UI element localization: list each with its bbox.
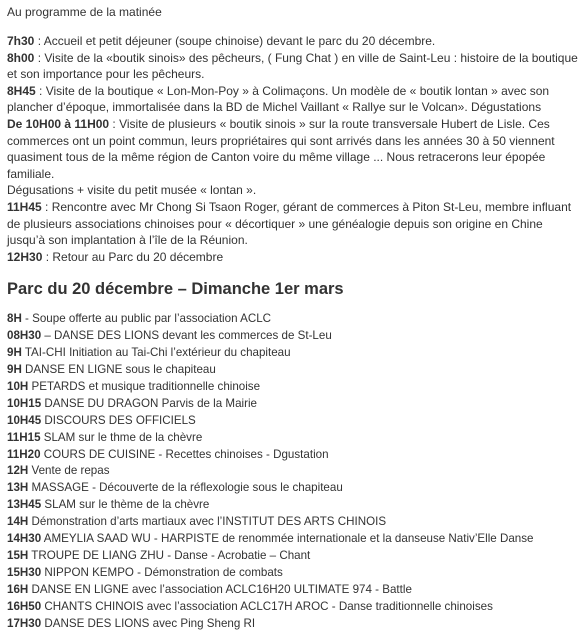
schedule-text: COURS DE CUISINE - Recettes chinoises - Dgustation [40, 447, 329, 461]
schedule-text: DISCOURS DES OFFICIELS [41, 413, 196, 427]
schedule-text: Vente de repas [28, 464, 110, 478]
schedule-time: 13H45 [7, 498, 42, 512]
schedule-text: AMEYLIA SAAD WU - HARPISTE de renommée internationale et la danseuse Nativ’Elle Danse [41, 532, 534, 546]
schedule-item [7, 616, 581, 633]
schedule-time: 15H30 [7, 565, 42, 579]
morning-program [7, 33, 581, 265]
schedule-time: 10H15 [7, 396, 42, 410]
morning-item [7, 33, 581, 50]
schedule-text: NIPPON KEMPO - Démonstration de combats [41, 565, 283, 579]
morning-text: : Visite de plusieurs « boutik sinois » sur la route transversale Hubert de Lisle. Ces commerces ont un point commun, leurs propriétaires qui sont arrivés dans les années 30 à 50 viennent quasiment tous de la même région de Canton voire du même village ... Nous retracerons leur épopée familiale. Dégusations + visite du petit musée « lontan ». [7, 116, 555, 198]
schedule-text: TROUPE DE LIANG ZHU - Danse - Acrobatie – Chant [28, 549, 311, 562]
schedule-item [7, 463, 581, 480]
morning-time: 12H30 [7, 249, 43, 264]
schedule-text: SLAM sur le thème de la chèvre [41, 498, 210, 512]
morning-time: 8H45 [7, 83, 36, 98]
schedule-item [7, 430, 581, 447]
schedule-time: 8H [7, 312, 22, 326]
schedule-time: 12H [7, 464, 29, 478]
schedule-text: - Soupe offerte au public par l’association ACLC [21, 312, 272, 326]
morning-text: : Retour au Parc du 20 décembre [42, 249, 224, 264]
schedule-text: PETARDS et musique traditionnelle chinoise [28, 379, 261, 393]
morning-time: 11H45 [7, 199, 42, 214]
schedule-text: CHANTS CHINOIS avec l’association ACLC17H AROC - Danse traditionnelle chinoises [41, 599, 493, 613]
morning-item [7, 83, 581, 116]
schedule-text: MASSAGE - Découverte de la réflexologie sous le chapiteau [28, 481, 343, 495]
schedule-item [7, 413, 581, 430]
schedule-time: 08H30 [7, 329, 42, 343]
schedule-time: 17H30 [7, 616, 42, 630]
schedule-item [7, 447, 581, 464]
morning-text: : Visite de la «boutik sinois» des pêcheurs, ( Fung Chat ) en ville de Saint-Leu : histoire de la boutique et son importance pour les pêcheurs. [7, 50, 578, 82]
schedule-item [7, 497, 581, 514]
schedule-time: 9H [7, 363, 22, 377]
schedule-item [7, 345, 581, 362]
schedule-item [7, 565, 581, 582]
schedule-time: 10H [7, 379, 29, 393]
morning-time: 7h30 [7, 34, 35, 48]
schedule-item [7, 396, 581, 413]
morning-text: : Accueil et petit déjeuner (soupe chinoise) devant le parc du 20 décembre. [34, 34, 436, 48]
schedule-text: Démonstration d’arts martiaux avec l’INSTITUT DES ARTS CHINOIS [28, 515, 387, 529]
morning-item [7, 50, 581, 83]
morning-item [7, 116, 581, 199]
schedule-time: 10H45 [7, 413, 42, 427]
schedule-time: 14H30 [7, 532, 42, 546]
event-schedule [7, 311, 581, 632]
morning-text: : Rencontre avec Mr Chong Si Tsaon Roger, gérant de commerces à Piton St-Leu, membre influant de plusieurs associations chinoises pour « décortiquer » une généalogie depuis son origine en Chine jusqu’à son implantation à l’île de la Réunion. [7, 199, 572, 248]
schedule-text: TAI-CHI Initiation au Tai-Chi l’extérieur du chapiteau [21, 346, 291, 360]
schedule-text: – DANSE DES LIONS devant les commerces de St-Leu [41, 329, 332, 343]
schedule-item [7, 480, 581, 497]
schedule-text: SLAM sur le thme de la chèvre [40, 430, 203, 444]
morning-text: : Visite de la boutique « Lon-Mon-Poy » à Colimaçons. Un modèle de « boutik lontan » avec son plancher d’époque, immortalisée dans la BD de Michel Vaillant « Rallye sur le Volcan». Dégustations [7, 83, 550, 115]
morning-item [7, 199, 581, 249]
schedule-text: DANSE DU DRAGON Parvis de la Mairie [41, 396, 257, 410]
morning-item [7, 249, 581, 266]
schedule-item [7, 599, 581, 616]
schedule-item [7, 582, 581, 599]
schedule-item [7, 548, 581, 565]
schedule-time: 11H20 [7, 447, 41, 461]
schedule-time: 9H [7, 346, 22, 360]
schedule-item [7, 328, 581, 345]
schedule-item [7, 514, 581, 531]
section-heading: Parc du 20 décembre – Dimanche 1er mars [7, 280, 344, 299]
schedule-text: DANSE EN LIGNE sous le chapiteau [21, 363, 216, 377]
schedule-time: 15H [7, 549, 29, 562]
morning-time: 8h00 [7, 50, 35, 65]
schedule-text: DANSE EN LIGNE avec l’association ACLC16H20 ULTIMATE 974 - Battle [28, 582, 412, 596]
schedule-time: 11H15 [7, 430, 41, 444]
schedule-time: 16H50 [7, 599, 42, 613]
schedule-text: DANSE DES LIONS avec Ping Sheng RI [41, 616, 256, 630]
schedule-item [7, 379, 581, 396]
morning-time: De 10H00 à 11H00 [7, 116, 110, 131]
schedule-item [7, 362, 581, 379]
schedule-time: 13H [7, 481, 29, 495]
intro-text: Au programme de la matinée [7, 5, 162, 19]
schedule-time: 16H [7, 582, 29, 596]
schedule-item [7, 311, 581, 328]
schedule-time: 14H [7, 515, 29, 529]
schedule-item [7, 531, 581, 548]
